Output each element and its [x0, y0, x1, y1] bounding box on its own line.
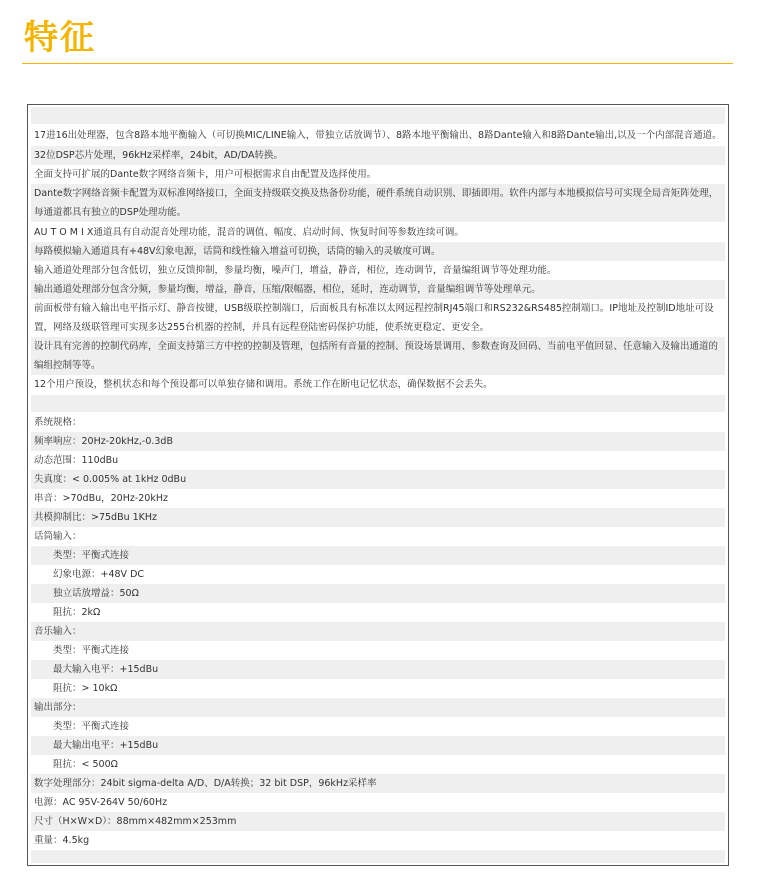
spec-subheading: 音乐输入：	[31, 622, 725, 641]
spec-row: 独立话放增益：50Ω	[31, 584, 725, 603]
spec-table	[27, 104, 729, 866]
spec-row: 尺寸（H×W×D）：88mm×482mm×253mm	[31, 812, 725, 831]
spec-row: 串音：>70dBu，20Hz-20kHz	[34, 493, 168, 504]
spec-subheading: 输出部分：	[31, 698, 725, 717]
spec-row: 类型：平衡式连接	[53, 645, 130, 656]
feature-row: 输入通道处理部分包含低切，独立反馈抑制，参量均衡，噪声门，增益，静音，相位，连动调节，音量编组调节等处理功能。	[34, 265, 557, 276]
feature-row: 12个用户预设，整机状态和每个预设都可以单独存储和调用。系统工作在断电记忆状态，确保数据不会丢失。	[34, 379, 493, 390]
spec-row: 类型：平衡式连接	[31, 546, 725, 565]
spec-row: 失真度：< 0.005% at 1kHz 0dBu	[31, 470, 725, 489]
spec-row: 阻抗：> 10kΩ	[53, 683, 118, 694]
spacer-row	[31, 107, 725, 124]
spec-row: 类型：平衡式连接	[53, 721, 130, 732]
feature-row: AU T O M I X通道具有自动混音处理功能，混音的调值、幅度、启动时间、恢复时间等参数连续可调。	[34, 227, 464, 238]
spec-row: 最大输出电平：+15dBu	[31, 736, 725, 755]
feature-row: 输出通道处理部分包含分频，参量均衡，增益，静音，压缩/限幅器，相位，延时，连动调节，音量编组调节等处理单元。	[31, 280, 725, 299]
spacer-row	[31, 850, 725, 863]
spec-row: 阻抗：2kΩ	[53, 607, 101, 618]
spec-row: 共模抑制比：>75dBu 1KHz	[31, 508, 725, 527]
feature-row: 32位DSP芯片处理，96kHz采样率，24bit，AD/DA转换。	[31, 146, 725, 165]
feature-row: 17进16出处理器，包含8路本地平衡输入（可切换MIC/LINE输入，带独立话放调节）、8路本地平衡输出、8路Dante输入和8路Dante输出,以及一个内部混音通道。	[34, 130, 722, 141]
spec-row: 数字处理部分：24bit sigma-delta A/D、D/A转换；32 bit DSP，96kHz采样率	[31, 774, 725, 793]
spec-row: 幻象电源：+48V DC	[53, 569, 145, 580]
spec-row: 重量：4.5kg	[34, 835, 90, 846]
feature-row: Dante数字网络音频卡配置为双标准网络接口，全面支持级联交换及热备份功能，硬件系统自动识别、即插即用。软件内部与本地模拟信号可实现全局音矩阵处理，每通道都具有独立的DSP处理功能。	[31, 184, 725, 222]
spec-heading: 系统规格：	[34, 417, 82, 428]
spacer-row	[31, 395, 725, 412]
feature-row: 前面板带有输入输出电平指示灯、静音按键，USB级联控制端口，后面板具有标准以太网远程控制RJ45端口和RS232&RS485控制端口。IP地址及控制ID地址可设置，网络及级联管理可实现多达255台机器的控制，并具有远程登陆密码保护功能，使系统更稳定、更安全。	[34, 303, 714, 333]
spec-row: 最大输入电平：+15dBu	[31, 660, 725, 679]
spec-row: 频率响应：20Hz-20kHz,-0.3dB	[31, 432, 725, 451]
page-title: 特征	[24, 18, 96, 58]
spec-subheading: 话筒输入：	[34, 531, 82, 542]
feature-row: 全面支持可扩展的Dante数字网络音频卡，用户可根据需求自由配置及选择使用。	[34, 169, 377, 180]
spec-row: 阻抗：< 500Ω	[53, 759, 118, 770]
feature-row: 设计具有完善的控制代码库，全面支持第三方中控的控制及管理，包括所有音量的控制、预设场景调用、参数查询及回码、当前电平值回显、任意输入及输出通道的编组控制等等。	[31, 337, 725, 375]
title-divider	[22, 63, 733, 64]
feature-row: 每路模拟输入通道具有+48V幻象电源，话筒和线性输入增益可切换，话筒的输入的灵敏度可调。	[31, 242, 725, 261]
spec-row: 电源：AC 95V-264V 50/60Hz	[34, 797, 168, 808]
spec-row: 动态范围：110dBu	[34, 455, 119, 466]
